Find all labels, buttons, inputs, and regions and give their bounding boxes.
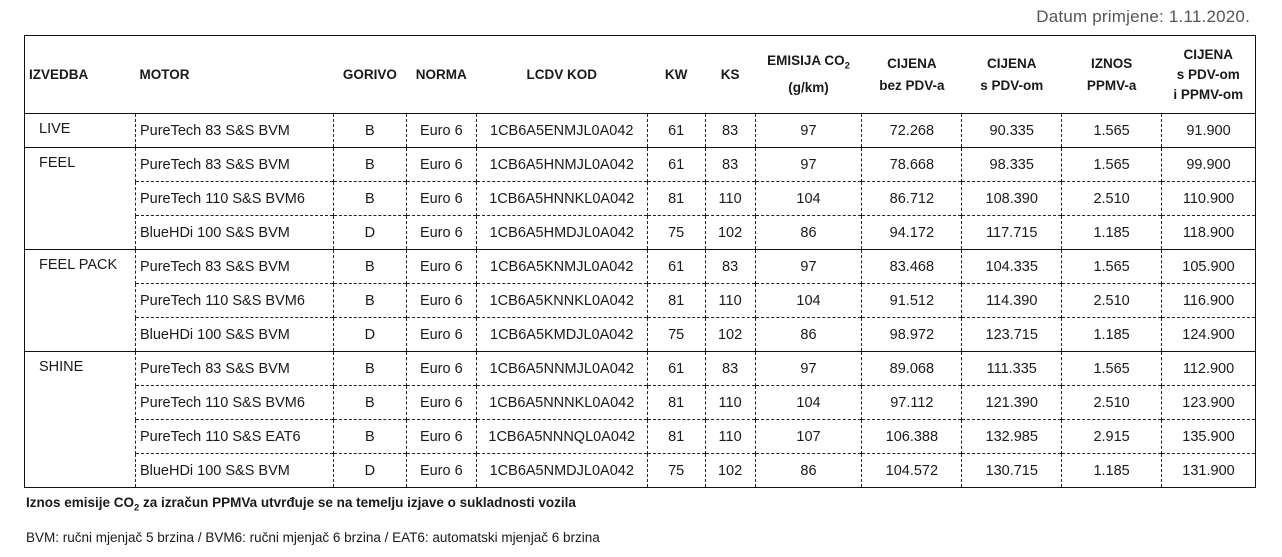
cell-kw: 61 (647, 352, 705, 386)
cell-cijena-s-pdv: 111.335 (962, 352, 1062, 386)
cell-kw: 81 (647, 386, 705, 420)
cell-cijena-s-pdv-ppmv: 131.900 (1162, 454, 1256, 488)
cell-emisija: 104 (755, 182, 862, 216)
cell-cijena-s-pdv: 130.715 (962, 454, 1062, 488)
cell-norma: Euro 6 (406, 216, 476, 250)
table-row (25, 352, 1256, 386)
cell-ks: 83 (705, 148, 755, 182)
cell-cijena-s-pdv-ppmv: 118.900 (1162, 216, 1256, 250)
cell-cijena-bez-pdv: 98.972 (862, 318, 962, 352)
cell-izvedba: LIVE (25, 114, 136, 148)
cell-cijena-bez-pdv: 78.668 (862, 148, 962, 182)
cell-kw: 81 (647, 182, 705, 216)
cell-lcdv: 1CB6A5NMDJL0A042 (476, 454, 647, 488)
cell-motor: BlueHDi 100 S&S BVM (135, 318, 333, 352)
cell-cijena-s-pdv-ppmv: 110.900 (1162, 182, 1256, 216)
table-row (25, 250, 1256, 284)
cell-ks: 110 (705, 284, 755, 318)
cell-emisija: 97 (755, 148, 862, 182)
cell-cijena-s-pdv: 132.985 (962, 420, 1062, 454)
cell-gorivo: B (333, 284, 406, 318)
cell-ks: 102 (705, 454, 755, 488)
cell-cijena-s-pdv-ppmv: 99.900 (1162, 148, 1256, 182)
table-row (25, 454, 1256, 488)
cell-iznos-ppmv: 2.510 (1062, 284, 1162, 318)
effective-date: Datum primjene: 1.11.2020. (1036, 7, 1250, 26)
cell-gorivo: B (333, 250, 406, 284)
footnote-emission: Iznos emisije $CO_2$ za izračun PPMVa utvrđuje se na temelju izjave o sukladnosti vozila (26, 495, 576, 514)
cell-cijena-bez-pdv: 106.388 (862, 420, 962, 454)
cell-cijena-s-pdv: 121.390 (962, 386, 1062, 420)
table-row (25, 284, 1256, 318)
cell-gorivo: D (333, 454, 406, 488)
cell-emisija: 104 (755, 386, 862, 420)
cell-cijena-bez-pdv: 89.068 (862, 352, 962, 386)
cell-motor: PureTech 110 S&S EAT6 (135, 420, 333, 454)
cell-emisija: 97 (755, 352, 862, 386)
cell-cijena-s-pdv: 108.390 (962, 182, 1062, 216)
cell-motor: BlueHDi 100 S&S BVM (135, 216, 333, 250)
cell-norma: Euro 6 (406, 148, 476, 182)
cell-cijena-s-pdv-ppmv: 135.900 (1162, 420, 1256, 454)
cell-kw: 75 (647, 318, 705, 352)
cell-lcdv: 1CB6A5HNMJL0A042 (476, 148, 647, 182)
cell-motor: PureTech 83 S&S BVM (135, 114, 333, 148)
cell-norma: Euro 6 (406, 284, 476, 318)
cell-cijena-s-pdv-ppmv: 105.900 (1162, 250, 1256, 284)
cell-kw: 75 (647, 216, 705, 250)
cell-cijena-s-pdv: 117.715 (962, 216, 1062, 250)
cell-motor: BlueHDi 100 S&S BVM (135, 454, 333, 488)
cell-iznos-ppmv: 1.565 (1062, 352, 1162, 386)
cell-motor: PureTech 110 S&S BVM6 (135, 284, 333, 318)
cell-cijena-bez-pdv: 97.112 (862, 386, 962, 420)
cell-ks: 83 (705, 352, 755, 386)
cell-ks: 83 (705, 250, 755, 284)
table-row (25, 114, 1256, 148)
cell-cijena-s-pdv-ppmv: 116.900 (1162, 284, 1256, 318)
cell-emisija: 86 (755, 454, 862, 488)
col-header-izvedba: IZVEDBA (29, 66, 89, 82)
cell-cijena-bez-pdv: 83.468 (862, 250, 962, 284)
cell-motor: PureTech 83 S&S BVM (135, 250, 333, 284)
cell-lcdv: 1CB6A5KNMJL0A042 (476, 250, 647, 284)
cell-iznos-ppmv: 2.510 (1062, 182, 1162, 216)
cell-ks: 102 (705, 318, 755, 352)
cell-ks: 110 (705, 386, 755, 420)
cell-motor: PureTech 83 S&S BVM (135, 352, 333, 386)
cell-gorivo: D (333, 216, 406, 250)
cell-motor: PureTech 83 S&S BVM (135, 148, 333, 182)
cell-izvedba: SHINE (25, 352, 136, 488)
cell-iznos-ppmv: 1.185 (1062, 454, 1162, 488)
cell-lcdv: 1CB6A5NNNKL0A042 (476, 386, 647, 420)
cell-emisija: 86 (755, 216, 862, 250)
table-row (25, 148, 1256, 182)
col-header-cijena-s-pdv: CIJENA s PDV-om (980, 55, 1044, 93)
col-header-cijena-s-pdv-ppmv: CIJENA s PDV-om i PPMV-om (1173, 46, 1244, 102)
cell-ks: 110 (705, 182, 755, 216)
cell-norma: Euro 6 (406, 250, 476, 284)
table-row (25, 386, 1256, 420)
cell-iznos-ppmv: 1.185 (1062, 216, 1162, 250)
col-header-motor: MOTOR (139, 66, 190, 82)
cell-iznos-ppmv: 1.565 (1062, 114, 1162, 148)
cell-cijena-bez-pdv: 94.172 (862, 216, 962, 250)
table-row (25, 318, 1256, 352)
cell-cijena-bez-pdv: 72.268 (862, 114, 962, 148)
cell-ks: 102 (705, 216, 755, 250)
cell-gorivo: B (333, 386, 406, 420)
cell-lcdv: 1CB6A5KMDJL0A042 (476, 318, 647, 352)
cell-norma: Euro 6 (406, 318, 476, 352)
cell-ks: 110 (705, 420, 755, 454)
cell-iznos-ppmv: 1.185 (1062, 318, 1162, 352)
cell-lcdv: 1CB6A5NNMJL0A042 (476, 352, 647, 386)
cell-cijena-s-pdv-ppmv: 91.900 (1162, 114, 1256, 148)
cell-emisija: 104 (755, 284, 862, 318)
cell-motor: PureTech 110 S&S BVM6 (135, 386, 333, 420)
footnote-gearbox: BVM: ručni mjenjač 5 brzina / BVM6: ručni mjenjač 6 brzina / EAT6: automatski mjenjač 6 brzina (26, 530, 600, 545)
cell-iznos-ppmv: 2.915 (1062, 420, 1162, 454)
cell-cijena-bez-pdv: 86.712 (862, 182, 962, 216)
cell-norma: Euro 6 (406, 182, 476, 216)
cell-gorivo: B (333, 352, 406, 386)
cell-gorivo: D (333, 318, 406, 352)
cell-cijena-s-pdv-ppmv: 124.900 (1162, 318, 1256, 352)
cell-kw: 81 (647, 420, 705, 454)
table-row (25, 182, 1256, 216)
cell-lcdv: 1CB6A5ENMJL0A042 (476, 114, 647, 148)
cell-iznos-ppmv: 1.565 (1062, 148, 1162, 182)
cell-norma: Euro 6 (406, 454, 476, 488)
cell-cijena-s-pdv-ppmv: 123.900 (1162, 386, 1256, 420)
cell-motor: PureTech 110 S&S BVM6 (135, 182, 333, 216)
cell-gorivo: B (333, 182, 406, 216)
cell-ks: 83 (705, 114, 755, 148)
col-header-kw: KW (664, 66, 688, 82)
cell-cijena-s-pdv: 114.390 (962, 284, 1062, 318)
cell-gorivo: B (333, 114, 406, 148)
cell-lcdv: 1CB6A5HNNKL0A042 (476, 182, 647, 216)
cell-cijena-s-pdv: 90.335 (962, 114, 1062, 148)
cell-norma: Euro 6 (406, 420, 476, 454)
table-header (25, 36, 1256, 114)
table-row (25, 216, 1256, 250)
cell-cijena-bez-pdv: 104.572 (862, 454, 962, 488)
cell-kw: 61 (647, 114, 705, 148)
cell-gorivo: B (333, 420, 406, 454)
col-header-lcdv: LCDV KOD (526, 66, 597, 82)
price-table (24, 35, 1256, 488)
cell-lcdv: 1CB6A5HMDJL0A042 (476, 216, 647, 250)
cell-emisija: 86 (755, 318, 862, 352)
cell-cijena-s-pdv-ppmv: 112.900 (1162, 352, 1256, 386)
cell-lcdv: 1CB6A5KNNKL0A042 (476, 284, 647, 318)
col-header-iznos-ppmv: IZNOS PPMV-a (1086, 55, 1137, 93)
col-header-ks: KS (720, 66, 740, 82)
col-header-gorivo: GORIVO (342, 66, 397, 82)
cell-cijena-bez-pdv: 91.512 (862, 284, 962, 318)
cell-cijena-s-pdv: 123.715 (962, 318, 1062, 352)
cell-iznos-ppmv: 2.510 (1062, 386, 1162, 420)
cell-gorivo: B (333, 148, 406, 182)
table-row (25, 420, 1256, 454)
cell-kw: 61 (647, 250, 705, 284)
cell-kw: 75 (647, 454, 705, 488)
col-header-cijena-bez-pdv: CIJENA bez PDV-a (879, 55, 945, 93)
cell-cijena-s-pdv: 104.335 (962, 250, 1062, 284)
cell-iznos-ppmv: 1.565 (1062, 250, 1162, 284)
col-header-emisija: EMISIJA $CO_2$ (g/km) (767, 52, 850, 96)
cell-emisija: 107 (755, 420, 862, 454)
cell-emisija: 97 (755, 250, 862, 284)
cell-norma: Euro 6 (406, 352, 476, 386)
cell-izvedba: FEEL (25, 148, 136, 250)
cell-izvedba: FEEL PACK (25, 250, 136, 352)
cell-norma: Euro 6 (406, 114, 476, 148)
cell-emisija: 97 (755, 114, 862, 148)
cell-kw: 61 (647, 148, 705, 182)
cell-cijena-s-pdv: 98.335 (962, 148, 1062, 182)
cell-kw: 81 (647, 284, 705, 318)
cell-lcdv: 1CB6A5NNNQL0A042 (476, 420, 647, 454)
col-header-norma: NORMA (415, 66, 467, 82)
cell-norma: Euro 6 (406, 386, 476, 420)
